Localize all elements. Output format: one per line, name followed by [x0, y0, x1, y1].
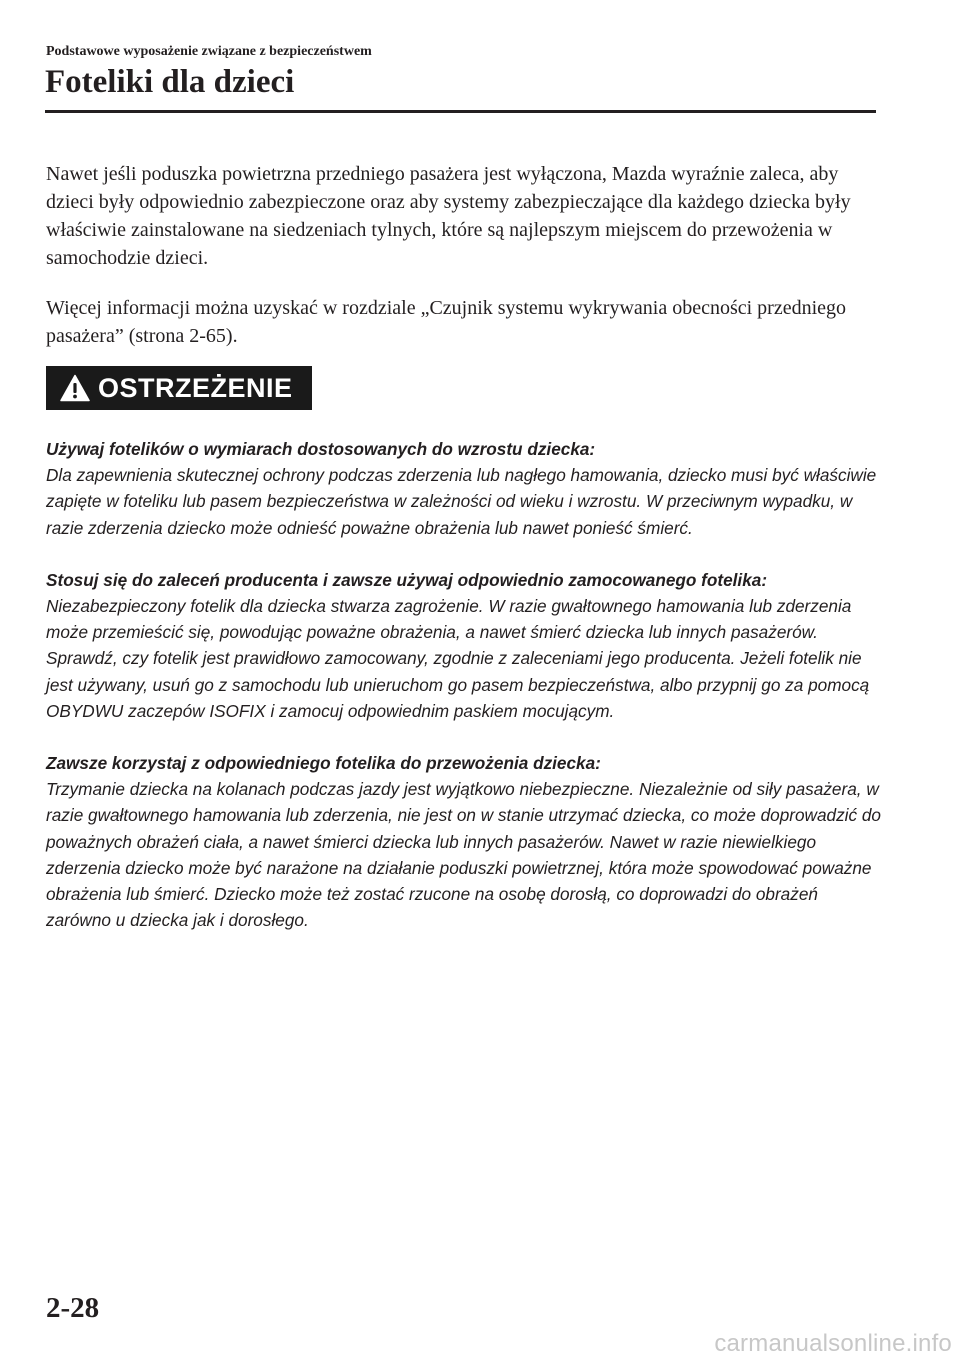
title-divider	[45, 110, 876, 113]
warning-item-text: Trzymanie dziecka na kolanach podczas jazdy jest wyjątkowo niebezpieczne. Niezależnie od siły pasażera, w razie gwałtownego hamowania lub zderzenia, nie jest on w stanie utrzymać dziecka, co może doprowadzić do poważnych obrażeń ciała, a nawet śmierci dziecka lub innych pasażerów. Nawet w razie niewielkiego zderzenia dziecko może być narażone na działanie poduszki powietrznej, która może spowodować poważne obrażenia lub śmierć. Dziecko może też zostać rzucone na osobę dorosłą, co doprowadzi do obrażeń zarówno u dziecka jak i dorosłego.	[46, 779, 881, 931]
warning-item-text: Niezabezpieczony fotelik dla dziecka stwarza zagrożenie. W razie gwałtownego hamowania lub zderzenia może przemieścić się, powodując poważne obrażenia, a nawet śmierć dziecka lub innych pasażerów. Sprawdź, czy fotelik jest prawidłowo zamocowany, zgodnie z zaleceniami jego producenta. Jeżeli fotelik nie jest używany, usuń go z samochodu lub unieruchom go pasem bezpieczeństwa, albo przypnij go za pomocą OBYDWU zaczepów ISOFIX i zamocuj odpowiednim paskiem mocującym.	[46, 596, 870, 721]
warning-triangle-icon	[60, 374, 90, 402]
warning-item	[46, 567, 882, 724]
warning-badge	[46, 366, 312, 410]
section-label: Podstawowe wyposażenie związane z bezpieczeństwem	[46, 44, 372, 59]
warning-item-text: Dla zapewnienia skutecznej ochrony podczas zderzenia lub nagłego hamowania, dziecko musi być właściwie zapięte w foteliku lub pasem bezpieczeństwa w zależności od wieku i wzrostu. W przeciwnym wypadku, w razie zderzenia dziecko może odnieść poważne obrażenia lub nawet ponieść śmierć.	[46, 465, 877, 538]
reference-paragraph: Więcej informacji można uzyskać w rozdziale „Czujnik systemu wykrywania obecności przedniego pasażera” (strona 2-65).	[46, 297, 847, 347]
warning-item	[46, 436, 882, 541]
page-title: Foteliki dla dzieci	[45, 64, 295, 100]
warning-label: OSTRZEŻENIE	[98, 372, 293, 403]
warning-item-heading: Używaj fotelików o wymiarach dostosowanych do wzrostu dziecka:	[46, 439, 596, 459]
page-number: 2-28	[46, 1292, 100, 1324]
warning-content	[46, 436, 882, 959]
intro-paragraph: Nawet jeśli poduszka powietrzna przedniego pasażera jest wyłączona, Mazda wyraźnie zaleca, aby dzieci były odpowiednio zabezpieczone oraz aby systemy zabezpieczające dla każdego dziecka były właściwie zainstalowane na siedzeniach tylnych, które są najlepszym miejscem do przewożenia w samochodzie dzieci.	[46, 163, 851, 269]
warning-item-heading: Zawsze korzystaj z odpowiedniego fotelika do przewożenia dziecka:	[46, 753, 601, 774]
warning-item-heading: Stosuj się do zaleceń producenta i zawsze używaj odpowiednio zamocowanego fotelika:	[46, 569, 768, 590]
warning-item	[46, 750, 882, 933]
watermark: carmanualsonline.info	[714, 1330, 952, 1357]
